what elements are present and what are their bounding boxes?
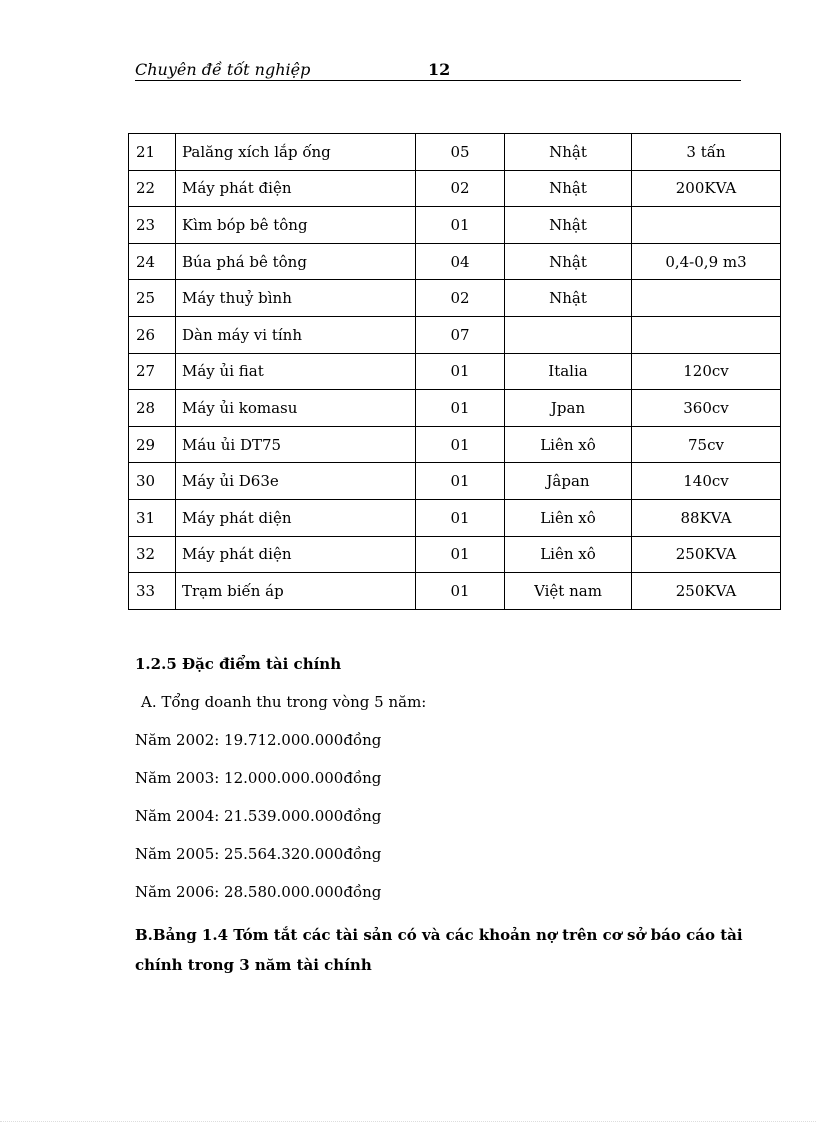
equipment-name-cell: Máy phát diện: [176, 536, 416, 573]
specification-cell: 250KVA: [632, 536, 781, 573]
page-bottom-divider: [0, 1121, 816, 1122]
table-row: [129, 499, 781, 536]
quantity-cell: 01: [416, 426, 505, 463]
equipment-name-cell: Trạm biến áp: [176, 573, 416, 610]
origin-cell: Liên xô: [505, 536, 632, 573]
specification-cell: 88KVA: [632, 499, 781, 536]
origin-cell: Jpan: [505, 390, 632, 427]
row-number-cell: 21: [129, 134, 176, 171]
table-row: [129, 536, 781, 573]
equipment-name-cell: Palăng xích lắp ống: [176, 134, 416, 171]
page-header: [135, 58, 741, 81]
table-row: [129, 353, 781, 390]
origin-cell: Nhật: [505, 134, 632, 171]
row-number-cell: 32: [129, 536, 176, 573]
row-number-cell: 25: [129, 280, 176, 317]
equipment-name-cell: Dàn máy vi tính: [176, 316, 416, 353]
quantity-cell: 05: [416, 134, 505, 171]
specification-cell: 0,4-0,9 m3: [632, 243, 781, 280]
specification-cell: [632, 207, 781, 244]
specification-cell: 75cv: [632, 426, 781, 463]
table-row: [129, 390, 781, 427]
origin-cell: Liên xô: [505, 499, 632, 536]
quantity-cell: 01: [416, 573, 505, 610]
origin-cell: Italia: [505, 353, 632, 390]
specification-cell: 3 tấn: [632, 134, 781, 171]
row-number-cell: 28: [129, 390, 176, 427]
table-row: [129, 463, 781, 500]
revenue-line: Năm 2003: 12.000.000.000đồng: [135, 769, 382, 787]
quantity-cell: 01: [416, 207, 505, 244]
specification-cell: 200KVA: [632, 170, 781, 207]
table-row: [129, 426, 781, 463]
table-row: [129, 134, 781, 171]
equipment-name-cell: Búa phá bê tông: [176, 243, 416, 280]
quantity-cell: 01: [416, 390, 505, 427]
quantity-cell: 04: [416, 243, 505, 280]
equipment-name-cell: Máy ủi D63e: [176, 463, 416, 500]
revenue-line: Năm 2005: 25.564.320.000đồng: [135, 845, 382, 863]
quantity-cell: 02: [416, 280, 505, 317]
table-row: [129, 243, 781, 280]
table-row: [129, 170, 781, 207]
origin-cell: Nhật: [505, 207, 632, 244]
table-row: [129, 207, 781, 244]
origin-cell: Jâpan: [505, 463, 632, 500]
section-title: 1.2.5 Đặc điểm tài chính: [135, 655, 342, 673]
quantity-cell: 01: [416, 499, 505, 536]
table-row: [129, 316, 781, 353]
equipment-name-cell: Máy ủi komasu: [176, 390, 416, 427]
specification-cell: [632, 280, 781, 317]
specification-cell: 120cv: [632, 353, 781, 390]
quantity-cell: 01: [416, 536, 505, 573]
specification-cell: 250KVA: [632, 573, 781, 610]
row-number-cell: 24: [129, 243, 176, 280]
revenue-line: Năm 2006: 28.580.000.000đồng: [135, 883, 382, 901]
origin-cell: [505, 316, 632, 353]
origin-cell: Nhật: [505, 280, 632, 317]
origin-cell: Liên xô: [505, 426, 632, 463]
origin-cell: Việt nam: [505, 573, 632, 610]
row-number-cell: 23: [129, 207, 176, 244]
origin-cell: Nhật: [505, 243, 632, 280]
origin-cell: Nhật: [505, 170, 632, 207]
table-row: [129, 573, 781, 610]
row-number-cell: 22: [129, 170, 176, 207]
quantity-cell: 02: [416, 170, 505, 207]
row-number-cell: 30: [129, 463, 176, 500]
revenue-line: Năm 2004: 21.539.000.000đồng: [135, 807, 382, 825]
row-number-cell: 27: [129, 353, 176, 390]
quantity-cell: 07: [416, 316, 505, 353]
equipment-name-cell: Kìm bóp bê tông: [176, 207, 416, 244]
equipment-name-cell: Máy phát diện: [176, 499, 416, 536]
specification-cell: 140cv: [632, 463, 781, 500]
equipment-name-cell: Máy thuỷ bình: [176, 280, 416, 317]
table-row: [129, 280, 781, 317]
specification-cell: 360cv: [632, 390, 781, 427]
page-number: 12: [428, 60, 451, 79]
revenue-intro: A. Tổng doanh thu trong vòng 5 năm:: [141, 693, 427, 711]
equipment-table-body: [129, 134, 781, 610]
revenue-line: Năm 2002: 19.712.000.000đồng: [135, 731, 382, 749]
equipment-name-cell: Máy phát điện: [176, 170, 416, 207]
quantity-cell: 01: [416, 353, 505, 390]
equipment-table: [128, 133, 781, 610]
row-number-cell: 33: [129, 573, 176, 610]
row-number-cell: 31: [129, 499, 176, 536]
specification-cell: [632, 316, 781, 353]
header-title: Chuyên đề tốt nghiệp: [135, 60, 311, 79]
quantity-cell: 01: [416, 463, 505, 500]
row-number-cell: 26: [129, 316, 176, 353]
row-number-cell: 29: [129, 426, 176, 463]
equipment-name-cell: Máu ủi DT75: [176, 426, 416, 463]
table-caption: B.Bảng 1.4 Tóm tắt các tài sản có và các khoản nợ trên cơ sở báo cáo tài chính trong 3 năm tài chính: [135, 926, 743, 974]
equipment-name-cell: Máy ủi fiat: [176, 353, 416, 390]
